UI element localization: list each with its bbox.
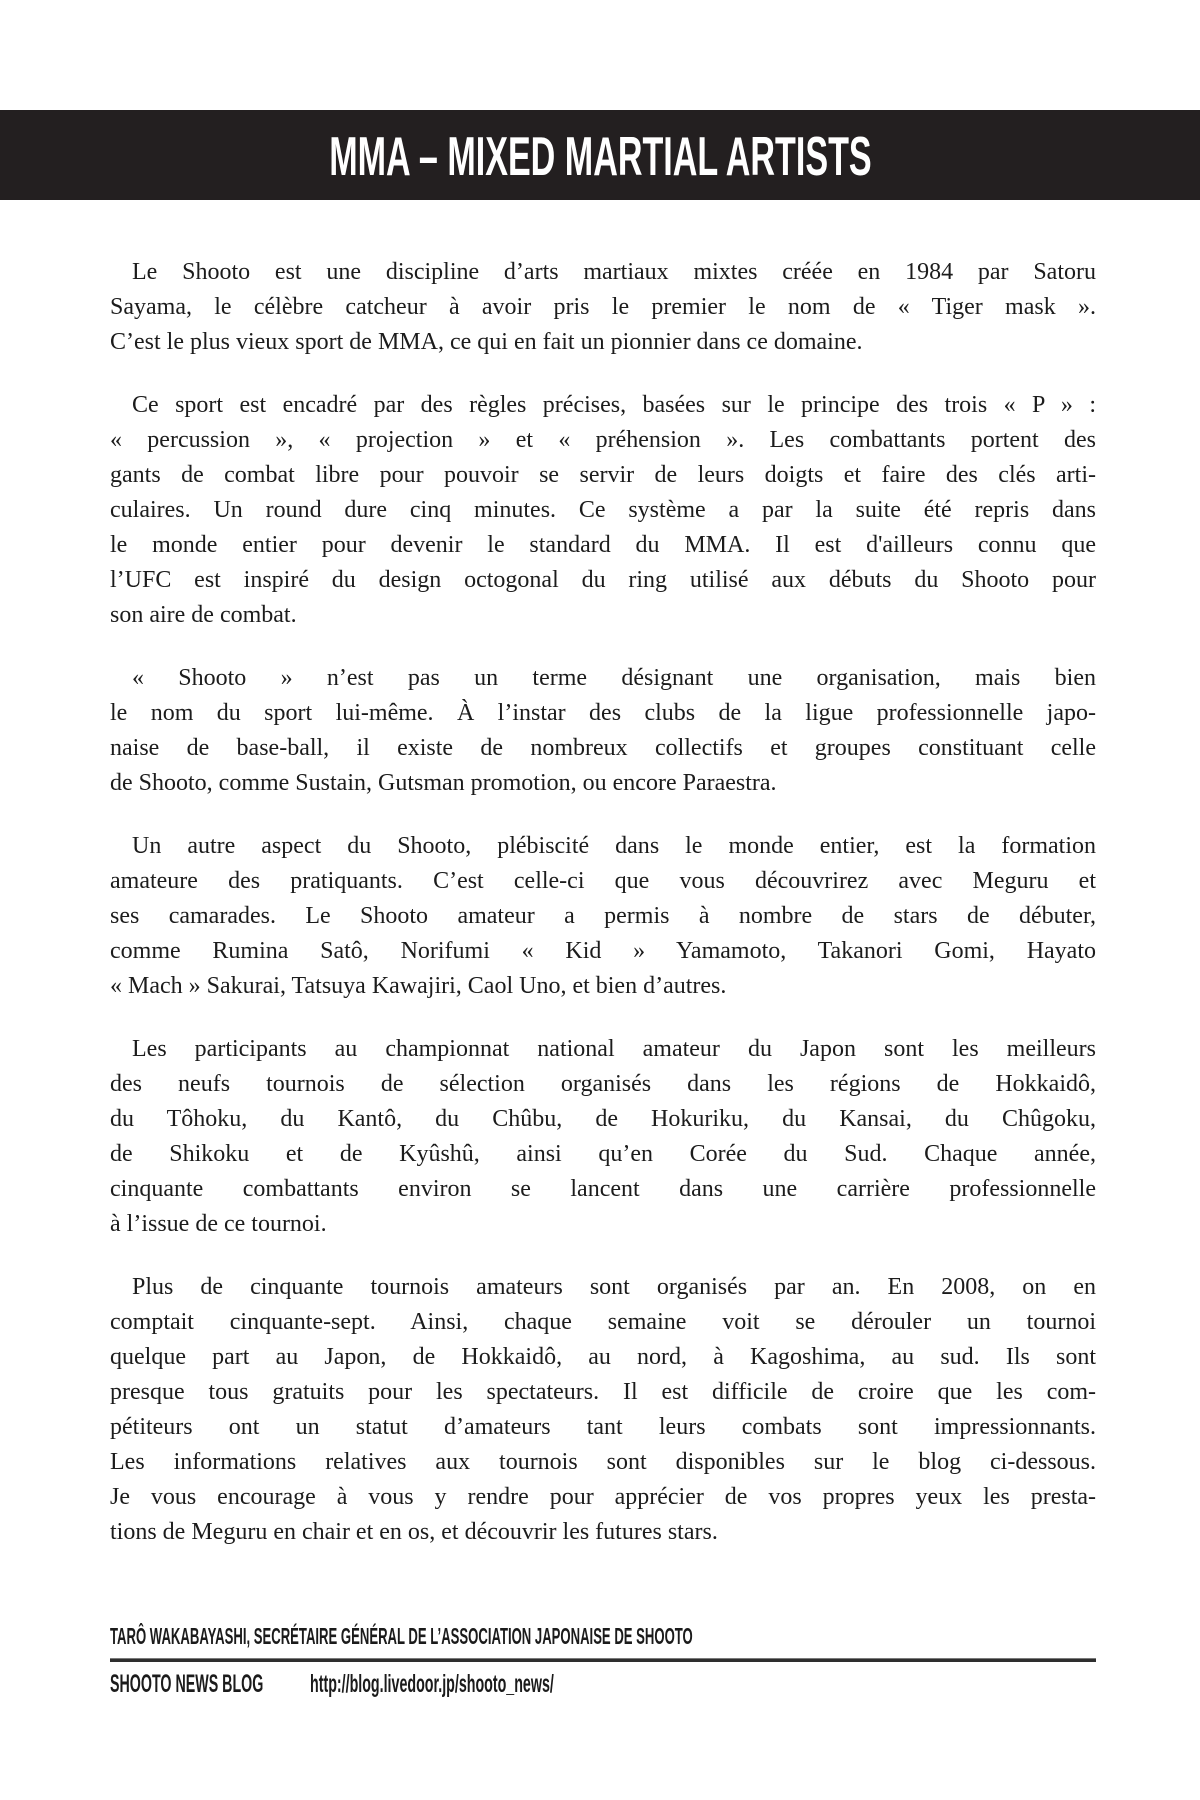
blog-label-text: SHOOTO NEWS BLOG [110, 1670, 264, 1698]
text-line: le nom du sport lui-même. À l’instar des clubs de la ligue professionnelle japo- [110, 700, 1096, 726]
footer-divider [110, 1658, 1096, 1662]
text-line: Un autre aspect du Shooto, plébiscité dans le monde entier, est la formation [132, 833, 1096, 859]
paragraph [110, 1270, 1096, 1550]
text-line: de Shooto, comme Sustain, Gutsman promotion, ou encore Paraestra. [110, 770, 777, 796]
text-line: C’est le plus vieux sport de MMA, ce qui en fait un pionnier dans ce domaine. [110, 329, 863, 355]
text-line: du Tôhoku, du Kantô, du Chûbu, de Hokuriku, du Kansai, du Chûgoku, [110, 1106, 1096, 1132]
chapter-title-banner [0, 110, 1200, 200]
text-line: presque tous gratuits pour les spectateurs. Il est difficile de croire que les com- [110, 1379, 1096, 1405]
text-line: Ce sport est encadré par des règles précises, basées sur le principe des trois « P » : [132, 392, 1096, 418]
paragraph [110, 661, 1096, 801]
blog-url [310, 1672, 738, 1697]
text-line: « Mach » Sakurai, Tatsuya Kawajiri, Caol Uno, et bien d’autres. [110, 973, 727, 999]
text-line: comme Rumina Satô, Norifumi « Kid » Yamamoto, Takanori Gomi, Hayato [110, 938, 1096, 964]
text-line: quelque part au Japon, de Hokkaidô, au nord, à Kagoshima, au sud. Ils sont [110, 1344, 1096, 1370]
text-line: de Shikoku et de Kyûshû, ainsi qu’en Corée du Sud. Chaque année, [110, 1141, 1096, 1167]
text-line: Les participants au championnat national amateur du Japon sont les meilleurs [132, 1036, 1096, 1062]
paragraph [110, 388, 1096, 633]
text-line: comptait cinquante-sept. Ainsi, chaque semaine voit se dérouler un tournoi [110, 1309, 1096, 1335]
blog-url-text: http://blog.livedoor.jp/shooto_news/ [310, 1670, 554, 1698]
text-line: son aire de combat. [110, 602, 297, 628]
text-line: pétiteurs ont un statut d’amateurs tant leurs combats sont impressionnants. [110, 1414, 1096, 1440]
author-byline [110, 1625, 1132, 1648]
text-line: tions de Meguru en chair et en os, et découvrir les futures stars. [110, 1519, 718, 1545]
text-line: le monde entier pour devenir le standard du MMA. Il est d'ailleurs connu que [110, 532, 1096, 558]
text-line: gants de combat libre pour pouvoir se servir de leurs doigts et faire des clés arti- [110, 462, 1096, 488]
author-byline-text: TARÔ WAKABAYASHI, SECRÉTAIRE GÉNÉRAL DE L’ASSOCIATION JAPONAISE DE SHOOTO [110, 1623, 693, 1649]
text-line: naise de base-ball, il existe de nombreux collectifs et groupes constituant celle [110, 735, 1096, 761]
paragraph [110, 1032, 1096, 1242]
text-line: cinquante combattants environ se lancent dans une carrière professionnelle [110, 1176, 1096, 1202]
paragraph [110, 255, 1096, 360]
text-line: à l’issue de ce tournoi. [110, 1211, 327, 1237]
text-line: « Shooto » n’est pas un terme désignant une organisation, mais bien [132, 665, 1096, 691]
text-line: culaires. Un round dure cinq minutes. Ce système a par la suite été repris dans [110, 497, 1096, 523]
text-line: des neufs tournois de sélection organisés dans les régions de Hokkaidô, [110, 1071, 1096, 1097]
article-body [110, 255, 1096, 1578]
text-line: amateure des pratiquants. C’est celle-ci que vous découvrirez avec Meguru et [110, 868, 1096, 894]
text-line: Plus de cinquante tournois amateurs sont organisés par an. En 2008, on en [132, 1274, 1096, 1300]
paragraph [110, 829, 1096, 1004]
text-line: Les informations relatives aux tournois sont disponibles sur le blog ci-dessous. [110, 1449, 1096, 1475]
text-line: l’UFC est inspiré du design octogonal du ring utilisé aux débuts du Shooto pour [110, 567, 1096, 593]
chapter-title: MMA – MIXED MARTIAL ARTISTS [328, 124, 872, 187]
text-line: Sayama, le célèbre catcheur à avoir pris le premier le nom de « Tiger mask ». [110, 294, 1096, 320]
text-line: Le Shooto est une discipline d’arts martiaux mixtes créée en 1984 par Satoru [132, 259, 1096, 285]
text-line: ses camarades. Le Shooto amateur a permis à nombre de stars de débuter, [110, 903, 1096, 929]
text-line: Je vous encourage à vous y rendre pour apprécier de vos propres yeux les presta- [110, 1484, 1096, 1510]
blog-reference [110, 1672, 1096, 1702]
text-line: « percussion », « projection » et « préhension ». Les combattants portent des [110, 427, 1096, 453]
